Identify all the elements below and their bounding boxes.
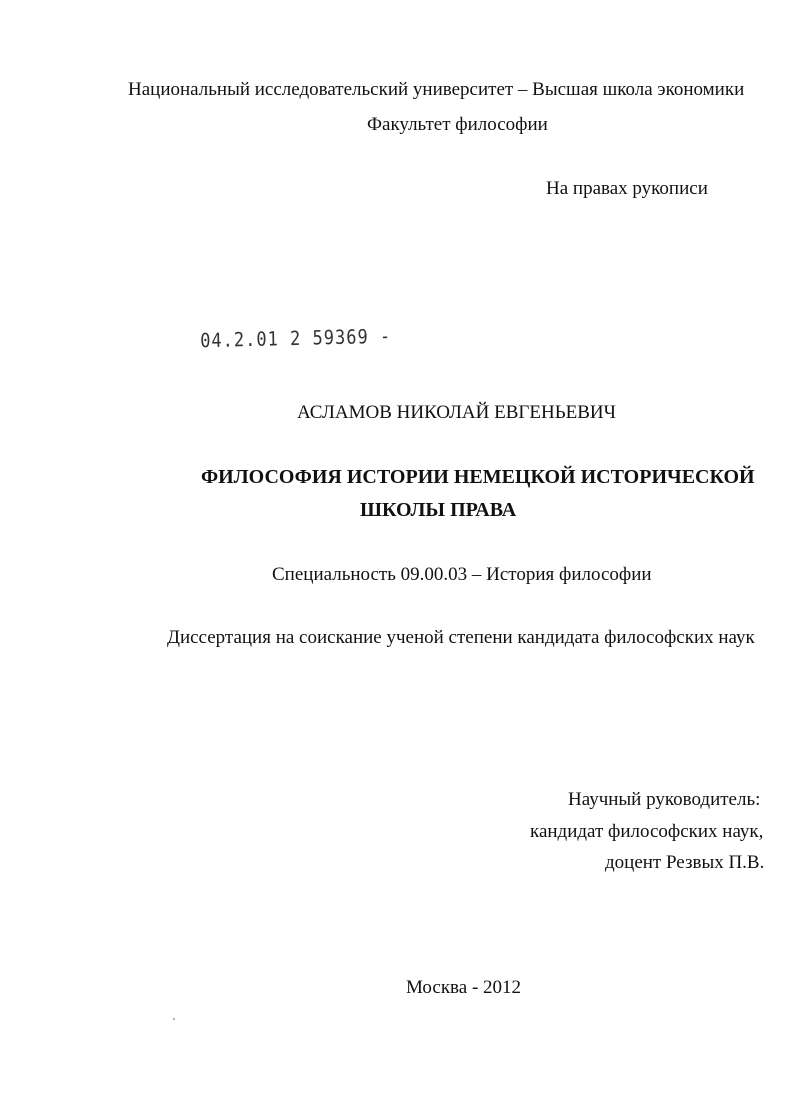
university-name: Национальный исследовательский университет – Высшая школа экономики	[128, 79, 745, 100]
supervisor-degree: кандидат философских наук,	[530, 821, 764, 842]
specialty-line: Специальность 09.00.03 – История философии	[272, 564, 652, 585]
supervisor-name: доцент Резвых П.В.	[605, 852, 765, 873]
dissertation-degree-line: Диссертация на соискание ученой степени кандидата философских наук	[167, 627, 755, 648]
faculty-name: Факультет философии	[367, 114, 548, 135]
dissertation-title-line-1: ФИЛОСОФИЯ ИСТОРИИ НЕМЕЦКОЙ ИСТОРИЧЕСКОЙ	[201, 466, 755, 488]
supervisor-label: Научный руководитель:	[568, 789, 761, 810]
author-name: АСЛАМОВ НИКОЛАЙ ЕВГЕНЬЕВИЧ	[297, 402, 616, 423]
city-year: Москва - 2012	[406, 977, 522, 998]
archive-stamp-number: 04.2.01 2 59369 -	[200, 325, 392, 353]
dissertation-title-line-2: ШКОЛЫ ПРАВА	[360, 499, 517, 521]
manuscript-note: На правах рукописи	[546, 178, 708, 199]
scan-speck	[173, 1018, 175, 1020]
